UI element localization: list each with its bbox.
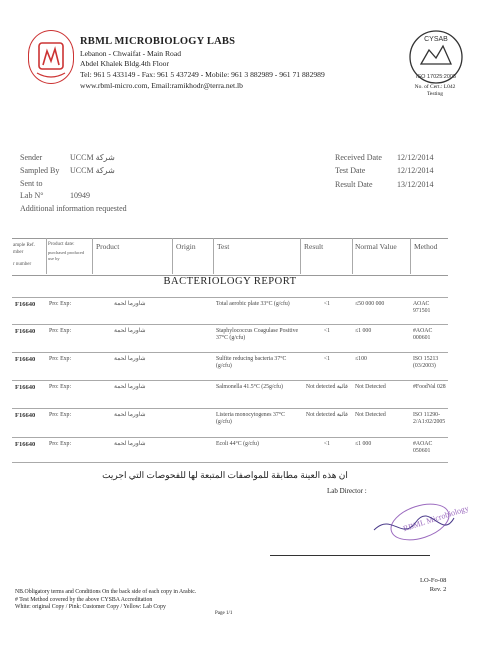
col-normal-value: Normal Value <box>355 242 397 251</box>
row-result: Not detected غائبة <box>305 384 349 390</box>
additional-info-label: Additional information requested <box>20 204 127 213</box>
row-method: #AOAC 000601 <box>413 328 433 341</box>
row-date: Pro: Exp: <box>49 441 72 447</box>
row-date: Pro: Exp: <box>49 328 72 334</box>
sender-label: Sender <box>20 153 43 162</box>
signature-line <box>270 555 430 556</box>
row-sample-code: F16640 <box>15 301 36 308</box>
row-method: ISO 11290-2/A1:02/2005 <box>413 412 446 425</box>
form-code: LO-Fo-08 <box>420 577 447 584</box>
row-sample-code: F16640 <box>15 328 36 335</box>
row-method: #AOAC 050601 <box>413 441 433 454</box>
col-sample-ref: ample Ref. mber <box>13 243 35 255</box>
row-test: Salmonella 41.5°C (25g/cfu) <box>216 384 283 390</box>
contact-line: Tel: 961 5 433149 - Fax: 961 5 437249 - Mobile: 961 3 882989 - 961 71 882989 <box>80 70 325 79</box>
conformity-statement: ان هذه العينة مطابقة للمواصفات المتبعة لها للفحوصات التي اجريت <box>102 470 348 480</box>
table-row <box>12 437 448 465</box>
table-row <box>12 380 448 408</box>
lab-director-label: Lab Director : <box>327 487 367 495</box>
row-test: Listeria monocytogenes 37°C (g/cfu) <box>216 412 285 425</box>
row-test: Ecoli 44°C (g/cfu) <box>216 441 259 447</box>
result-date-label: Result Date <box>335 180 373 189</box>
note-terms: NB.Obligatory terms and Conditions On the back side of each copy in Arabic. <box>15 589 197 595</box>
col-result: Result <box>304 242 324 251</box>
row-result: <1 <box>323 328 331 334</box>
row-test: Staphylococcus Coagulase Positive 37°C (g/cfu) <box>216 328 299 341</box>
note-accreditation: # Test Method covered by the above CYSBA Accreditation <box>15 596 153 603</box>
received-date-value: 12/12/2014 <box>397 153 434 162</box>
row-sample-code: F16640 <box>15 356 36 363</box>
note-copies: White: original Copy / Pink: Customer Copy / Yellow: Lab Copy <box>15 604 166 610</box>
table-bottom-border <box>12 462 448 463</box>
row-sample-code: F16640 <box>15 412 36 419</box>
cysab-text: CYSAB <box>424 36 448 43</box>
row-test: Total aerobic plate 33°C (g/cfu) <box>216 301 290 307</box>
lab-logo <box>28 30 74 84</box>
row-date: Pro: Exp: <box>49 356 72 362</box>
cysab-accreditation-logo <box>407 28 465 86</box>
sent-to-label: Sent to <box>20 179 43 188</box>
col-origin: Origin <box>176 242 196 251</box>
row-product: شاورما لحمة <box>114 328 146 334</box>
lab-no-label: Lab N° <box>20 191 44 200</box>
row-normal-value: ≤1 000 <box>355 328 372 334</box>
received-date-label: Received Date <box>335 153 382 162</box>
row-normal-value: ≤50 000 000 <box>355 301 385 307</box>
row-product: شاورما لحمة <box>114 384 146 390</box>
result-date-value: 13/12/2014 <box>397 180 434 189</box>
row-normal-value: Not Detected <box>355 384 386 390</box>
report-title: BACTERIOLOGY REPORT <box>163 276 297 287</box>
test-date-label: Test Date <box>335 166 366 175</box>
row-normal-value: Not Detected <box>355 412 386 418</box>
row-normal-value: ≤1 000 <box>355 441 372 447</box>
row-sample-code: F16640 <box>15 441 36 448</box>
row-normal-value: ≤100 <box>355 356 367 362</box>
table-row <box>12 408 448 436</box>
row-test: Sulfite reducing bacteria 37°C (g/cfu) <box>216 356 287 369</box>
director-stamp-signature <box>372 500 470 555</box>
table-row <box>12 324 448 352</box>
sampled-by-label: Sampled By <box>20 166 60 175</box>
col-product: Product <box>96 242 120 251</box>
sender-value: UCCM شركة <box>70 153 115 162</box>
cert-number: No. of Cert.: L042 <box>414 84 456 90</box>
certificate-info <box>400 84 470 98</box>
row-product: شاورما لحمة <box>114 356 146 362</box>
table-row <box>12 297 448 325</box>
row-date: Pro: Exp: <box>49 412 72 418</box>
table-row <box>12 352 448 380</box>
address-line-2: Abdel Khalek Bldg.4th Floor <box>80 59 170 68</box>
test-date-value: 12/12/2014 <box>397 166 434 175</box>
row-date: Pro: Exp: <box>49 384 72 390</box>
sampled-by-value: UCCM شركة <box>70 166 115 175</box>
address-line-1: Lebanon - Chwaifat - Main Road <box>80 49 182 58</box>
row-result: Not detected غائبة <box>305 412 349 418</box>
row-method: AOAC 971501 <box>413 301 431 314</box>
iso-text: ISO 17025:2005 <box>415 74 457 80</box>
row-method: #FoodVal 028 <box>413 384 446 390</box>
stamp-text: RBML Microbiology <box>401 503 470 534</box>
form-reference <box>420 576 446 594</box>
col-product-date: Product date: <box>48 242 75 247</box>
footer-notes <box>15 589 196 612</box>
row-product: شاورما لحمة <box>114 441 146 447</box>
row-date: Pro: Exp: <box>49 301 72 307</box>
cert-type: Testing <box>426 91 444 97</box>
row-result: <1 <box>323 356 331 362</box>
col-test: Test <box>217 242 230 251</box>
page-number: Page 1/1 <box>215 611 233 616</box>
row-product: شاورما لحمة <box>114 412 146 418</box>
web-email-line: www.rbml-micro.com, Email:ramikhodr@terra.net.lb <box>80 81 243 90</box>
lab-no-value: 10949 <box>70 191 90 200</box>
col-sample-number: r number <box>13 262 32 267</box>
col-product-date-sub: purchased produced use by <box>48 250 85 261</box>
row-sample-code: F16640 <box>15 384 36 391</box>
form-revision: Rev. 2 <box>429 586 447 593</box>
row-method: ISO 15213 (03/2003) <box>413 356 439 369</box>
row-result: <1 <box>323 301 331 307</box>
row-product: شاورما لحمة <box>114 301 146 307</box>
col-method: Method <box>414 242 438 251</box>
row-result: <1 <box>323 441 331 447</box>
lab-name: RBML MICROBIOLOGY LABS <box>80 36 236 47</box>
